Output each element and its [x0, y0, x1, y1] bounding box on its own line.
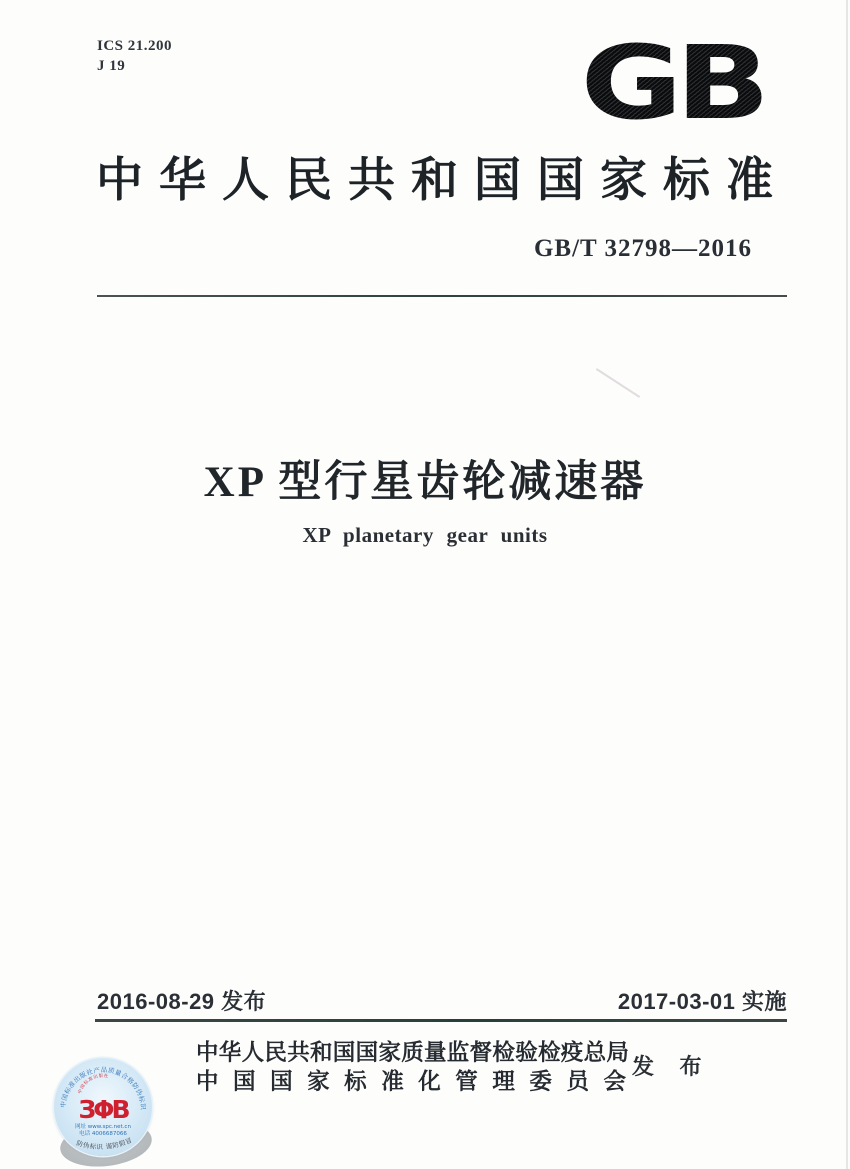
ics-code: ICS 21.200: [97, 38, 173, 54]
publish-label: 发 布: [632, 1054, 712, 1079]
sticker-arc-top-text: 中国标准出版社产品质量合格防伪标识: [58, 1065, 148, 1111]
sticker-band-text: 防伪标识 谨防假冒: [75, 1136, 134, 1152]
publisher-emblem-icon: ЗΦB: [78, 1095, 128, 1124]
sticker-web-line: 网址 www.spc.net.cn: [75, 1124, 131, 1130]
sticker-arc-red-text: 中国标准出版社: [77, 1073, 110, 1095]
standard-number: GB/T 32798—2016: [533, 235, 752, 262]
issue-date: 2016-08-29 发布: [97, 989, 267, 1014]
implement-date: 2017-03-01 实施: [617, 989, 787, 1014]
ics-classification: [97, 36, 172, 76]
document-title-chinese: XP 型行星齿轮减速器: [203, 459, 647, 506]
gb-logo-text: GB: [580, 24, 764, 143]
scan-edge-shadow: [846, 0, 848, 1169]
footer-divider: [95, 1019, 787, 1022]
anti-counterfeit-sticker: [52, 1056, 156, 1168]
document-title-english: XP planetary gear units: [302, 523, 548, 547]
issuer-block: [196, 1038, 630, 1096]
scan-artifact: [596, 368, 641, 398]
sticker-tel-line: 电话 4006687066: [79, 1131, 127, 1137]
issuer-line-sac: 中国国家标准化管理委员会: [196, 1069, 626, 1094]
header-divider: [97, 295, 787, 297]
sticker-art: [54, 1058, 152, 1166]
issuer-line-aqsiq: 中华人民共和国国家质量监督检验检疫总局: [196, 1040, 630, 1065]
page-title: 中华人民共和国国家标准: [96, 155, 789, 207]
gb-logo-icon: [552, 24, 792, 143]
date-row: [97, 985, 787, 1016]
doc-class-code: J 19: [97, 58, 126, 74]
